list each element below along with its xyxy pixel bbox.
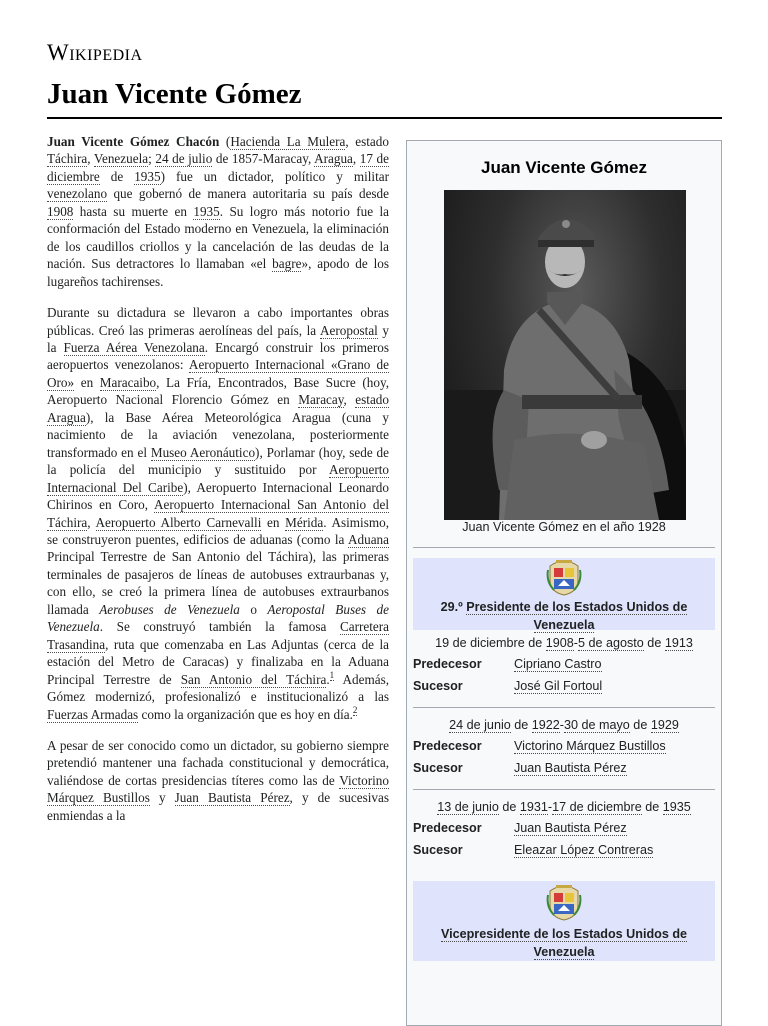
link-fuerzas-armadas[interactable]: Fuerzas Armadas bbox=[47, 706, 139, 722]
term-dates-3 bbox=[407, 800, 721, 814]
text: de bbox=[498, 800, 520, 814]
text: ; bbox=[148, 151, 156, 167]
text: en bbox=[261, 514, 286, 530]
link-term1-start-year[interactable]: 1908 bbox=[545, 636, 574, 650]
link-tachira[interactable]: Táchira bbox=[47, 151, 88, 167]
text: ), la Base Aérea Meteorológica Aragua (cuna y nacimiento de la aviación venezolana, posteriormente transformado en el bbox=[47, 409, 389, 460]
link-successor-3[interactable]: Eleazar López Contreras bbox=[514, 843, 654, 857]
link-bagre[interactable]: bagre bbox=[272, 256, 302, 272]
link-fuerza-aerea[interactable]: Fuerza Aérea Venezolana bbox=[63, 339, 205, 355]
link-grano-de-oro[interactable]: Aeropuerto Internacional «Grano de Oro» bbox=[47, 357, 389, 390]
successor-label: Sucesor bbox=[413, 761, 463, 775]
predecessor-label: Predecesor bbox=[413, 739, 482, 753]
infobox-divider bbox=[413, 707, 715, 708]
text: . Encargó construir los primeros aeropuertos venezolanos: bbox=[47, 339, 389, 373]
reference-2 bbox=[353, 705, 358, 716]
link-aduana[interactable]: Aduana bbox=[347, 531, 389, 547]
link-predecessor-2[interactable]: Victorino Márquez Bustillos bbox=[514, 739, 666, 753]
link-term2-end-day[interactable]: 30 de mayo bbox=[564, 718, 630, 732]
text: , bbox=[87, 514, 96, 530]
link-venezolano[interactable]: venezolano bbox=[47, 186, 108, 202]
wikipedia-wordmark[interactable]: Wikipedia bbox=[47, 40, 143, 65]
text: ), Porlamar (hoy, sede de la policía del municipio y sustituido por bbox=[47, 444, 389, 478]
text: A pesar de ser conocido como un dictador, su gobierno siempre pretendió mantener una fachada constitucional y democrática, valiéndose de cortas presidencias títeres como las de bbox=[47, 737, 389, 788]
article-body bbox=[47, 133, 389, 838]
link-successor-2[interactable]: Juan Bautista Pérez bbox=[514, 761, 627, 775]
link-17-diciembre[interactable]: 17 de diciembre bbox=[47, 151, 389, 184]
office-header-president bbox=[413, 558, 715, 630]
paragraph-intro bbox=[47, 133, 389, 290]
link-maracaibo[interactable]: Maracaibo bbox=[99, 374, 157, 390]
text: , y de sucesivas enmiendas a la bbox=[47, 790, 389, 823]
office-number: 29.º bbox=[440, 600, 463, 614]
link-maracay[interactable]: Maracay bbox=[298, 392, 344, 408]
paragraph-public-works bbox=[47, 304, 389, 723]
link-san-antonio-tachira[interactable]: San Antonio del Táchira bbox=[180, 671, 327, 687]
link-successor-1[interactable]: José Gil Fortoul bbox=[514, 679, 603, 693]
reference-link-2[interactable]: 2 bbox=[352, 705, 358, 716]
text: en bbox=[74, 374, 100, 390]
link-term2-end-year[interactable]: 1929 bbox=[650, 718, 679, 732]
link-estado-aragua[interactable]: estado Aragua bbox=[47, 392, 389, 425]
infobox-divider bbox=[413, 789, 715, 790]
italic-aerobuses: Aerobuses de Venezuela bbox=[99, 601, 240, 617]
text: o bbox=[239, 601, 268, 617]
text: Durante su dictadura se llevaron a cabo importantes obras públicas. Creó las primeras aerolíneas del país, la bbox=[47, 305, 389, 338]
link-museo-aeronautico[interactable]: Museo Aeronáutico bbox=[150, 444, 256, 460]
link-aragua[interactable]: Aragua bbox=[314, 151, 353, 167]
text: Además, Gómez modernizó, profesionalizó e institucionalizó a las bbox=[47, 671, 389, 705]
text: . bbox=[326, 671, 330, 687]
office-title-president bbox=[413, 598, 715, 634]
text: y bbox=[149, 790, 175, 806]
link-predecessor-1[interactable]: Cipriano Castro bbox=[514, 657, 602, 671]
link-hacienda[interactable]: Hacienda La Mulera bbox=[230, 134, 346, 149]
text: hasta su muerte en bbox=[73, 203, 194, 219]
link-term1-end-year[interactable]: 1913 bbox=[664, 636, 693, 650]
text: y la bbox=[47, 322, 390, 355]
link-term2-start-day[interactable]: 24 de junio bbox=[449, 718, 511, 732]
photo-caption: Juan Vicente Gómez en el año 1928 bbox=[462, 520, 666, 534]
text: de bbox=[510, 718, 532, 732]
text: de bbox=[641, 800, 663, 814]
text: , bbox=[352, 151, 360, 167]
infobox bbox=[406, 140, 722, 1026]
office-header-vicepresident bbox=[413, 881, 715, 961]
text: , La Fría, Encontrados, Base Sucre (hoy, Aeropuerto Nacional Florencio Gómez en bbox=[47, 374, 389, 408]
text: , ruta que comenzaba en Las Adjuntas (cerca de la estación del Metro de Caracas) y finalizaba en la Aduana Principal Terrestre de bbox=[47, 636, 389, 687]
bold-name: Juan Vicente Gómez Chacón bbox=[47, 134, 220, 149]
text: ) fue un dictador, político y militar bbox=[160, 168, 389, 184]
link-1935-death[interactable]: 1935 bbox=[193, 203, 220, 219]
paragraph-facade bbox=[47, 737, 389, 824]
link-merida[interactable]: Mérida bbox=[285, 514, 324, 530]
infobox-divider bbox=[413, 547, 715, 548]
text: , bbox=[343, 392, 356, 408]
text: de bbox=[643, 636, 665, 650]
predecessor-label: Predecesor bbox=[413, 821, 482, 835]
text: ( bbox=[219, 134, 231, 149]
reference-link-1[interactable]: 1 bbox=[329, 670, 335, 681]
term-dates-2 bbox=[407, 718, 721, 732]
link-1935[interactable]: 1935 bbox=[134, 168, 161, 184]
successor-label: Sucesor bbox=[413, 843, 463, 857]
link-carretera-trasandina[interactable]: Carretera Trasandina bbox=[47, 619, 389, 652]
title-divider bbox=[47, 117, 722, 119]
link-vicepresident-office[interactable]: Vicepresidente de los Estados Unidos de Venezuela bbox=[440, 927, 688, 959]
text: que gobernó de manera autoritaria su país desde bbox=[107, 186, 389, 202]
link-aeropuerto-carnevalli[interactable]: Aeropuerto Alberto Carnevalli bbox=[95, 514, 262, 530]
text: - bbox=[547, 800, 553, 814]
text: . Su logro más notorio fue la conformación del Estado moderno en Venezuela, la eliminación de los caudillos criollos y la cancelación de las deudas de la nación. Sus detractores lo llamaban «el bbox=[47, 203, 389, 272]
text: - bbox=[559, 718, 564, 732]
term-dates-1 bbox=[407, 636, 721, 650]
link-juan-bautista-perez[interactable]: Juan Bautista Pérez bbox=[174, 790, 290, 806]
link-term2-start-year[interactable]: 1922 bbox=[531, 718, 560, 732]
text: de bbox=[629, 718, 651, 732]
link-president-office[interactable]: Presidente de los Estados Unidos de Venezuela bbox=[466, 600, 688, 632]
page-title: Juan Vicente Gómez bbox=[47, 78, 302, 110]
text: , estado bbox=[345, 134, 389, 149]
link-term3-start-day[interactable]: 13 de junio bbox=[437, 800, 499, 814]
text: de 1857-Maracay, bbox=[212, 151, 315, 167]
link-predecessor-3[interactable]: Juan Bautista Pérez bbox=[514, 821, 627, 835]
text: de bbox=[99, 168, 135, 184]
coat-of-arms-icon[interactable] bbox=[546, 883, 582, 921]
link-aeropostal[interactable]: Aeropostal bbox=[319, 322, 378, 338]
text: , bbox=[87, 151, 94, 167]
text: ), Aeropuerto Internacional Leonardo Chirinos en Coro, bbox=[47, 479, 389, 513]
link-aeropuerto-san-antonio[interactable]: Aeropuerto Internacional San Antonio del Táchira bbox=[47, 497, 389, 530]
italic-aeropostal-buses: Aeropostal Buses de Venezuela bbox=[47, 601, 389, 635]
text: como la organización que es hoy en día. bbox=[138, 706, 353, 722]
link-term3-start-year[interactable]: 1931 bbox=[519, 800, 548, 814]
link-term3-end-year[interactable]: 1935 bbox=[662, 800, 691, 814]
office-title-vicepresident bbox=[413, 925, 715, 961]
infobox-title: Juan Vicente Gómez bbox=[481, 158, 647, 177]
link-venezuela[interactable]: Venezuela bbox=[93, 151, 149, 167]
text: . Se construyó también la famosa bbox=[99, 619, 340, 635]
predecessor-label: Predecesor bbox=[413, 657, 482, 671]
portrait-photo-icon bbox=[444, 190, 686, 520]
coat-of-arms-icon[interactable] bbox=[546, 558, 582, 596]
text: . Asimismo, se construyeron puentes, edificios de aduanas (como la bbox=[47, 514, 389, 547]
link-victorino[interactable]: Victorino Márquez Bustillos bbox=[47, 772, 389, 806]
link-1908[interactable]: 1908 bbox=[47, 203, 74, 219]
text: - bbox=[573, 636, 578, 650]
link-term3-end-day[interactable]: 17 de diciembre bbox=[552, 800, 642, 814]
successor-label: Sucesor bbox=[413, 679, 463, 693]
text: 19 de diciembre de bbox=[435, 636, 546, 650]
text: Principal Terrestre de San Antonio del Táchira), las primeras terminales de pasajeros de líneas de autobuses extraurbanas y, con ello, se creó la primera línea de autobuses extraurbanos llamada bbox=[47, 549, 389, 617]
text: », apodo de los lugareños tachirenses. bbox=[47, 256, 389, 289]
link-24-julio[interactable]: 24 de julio bbox=[155, 151, 213, 167]
link-term1-end-day[interactable]: 5 de agosto bbox=[577, 636, 644, 650]
link-aeropuerto-caribe[interactable]: Aeropuerto Internacional Del Caribe bbox=[47, 462, 389, 495]
portrait-photo[interactable] bbox=[444, 190, 686, 520]
